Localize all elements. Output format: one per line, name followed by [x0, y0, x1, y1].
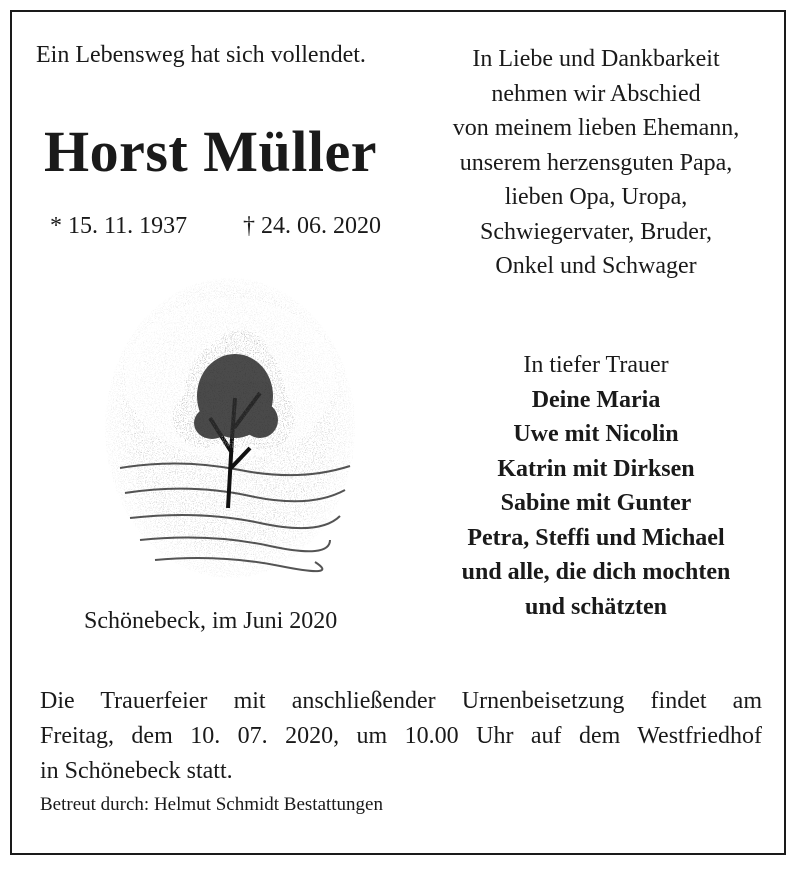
ceremony-line: in Schönebeck statt.	[40, 758, 233, 784]
farewell-line: nehmen wir Abschied	[491, 80, 701, 107]
ceremony-notice	[40, 684, 762, 789]
tree-illustration	[100, 278, 360, 588]
mourner-line: und alle, die dich mochten	[461, 559, 731, 585]
death-date: † 24. 06. 2020	[243, 213, 381, 239]
mourner-line: Uwe mit Nicolin	[513, 421, 679, 447]
ceremony-line: Freitag, dem 10. 07. 2020, um 10.00 Uhr auf dem Westfriedhof	[40, 723, 762, 749]
birth-date: * 15. 11. 1937	[50, 213, 188, 239]
place-date: Schönebeck, im Juni 2020	[84, 608, 338, 634]
mourner-line: Petra, Steffi und Michael	[467, 524, 725, 551]
undertaker-credit: Betreut durch: Helmut Schmidt Bestattungen	[40, 794, 383, 815]
mourner-line: Deine Maria	[531, 386, 661, 413]
farewell-line: von meinem lieben Ehemann,	[452, 115, 740, 141]
mourner-line: Katrin mit Dirksen	[497, 455, 695, 482]
ceremony-line: Die Trauerfeier mit anschließender Urnenbeisetzung findet am	[40, 688, 762, 714]
farewell-line: In Liebe und Dankbarkeit	[472, 46, 720, 72]
farewell-text	[428, 42, 764, 284]
farewell-line: unserem herzensguten Papa,	[459, 149, 733, 176]
mourner-line: Sabine mit Gunter	[500, 490, 692, 516]
mourner-line: und schätzten	[524, 593, 668, 620]
farewell-line: lieben Opa, Uropa,	[504, 184, 688, 210]
mourners-block	[428, 348, 764, 624]
farewell-line: Onkel und Schwager	[495, 253, 697, 279]
deceased-name: Horst Müller	[44, 119, 377, 184]
farewell-line: Schwiegervater, Bruder,	[480, 218, 712, 245]
mourning-intro: In tiefer Trauer	[523, 352, 669, 378]
intro-text: Ein Lebensweg hat sich vollendet.	[36, 42, 366, 68]
